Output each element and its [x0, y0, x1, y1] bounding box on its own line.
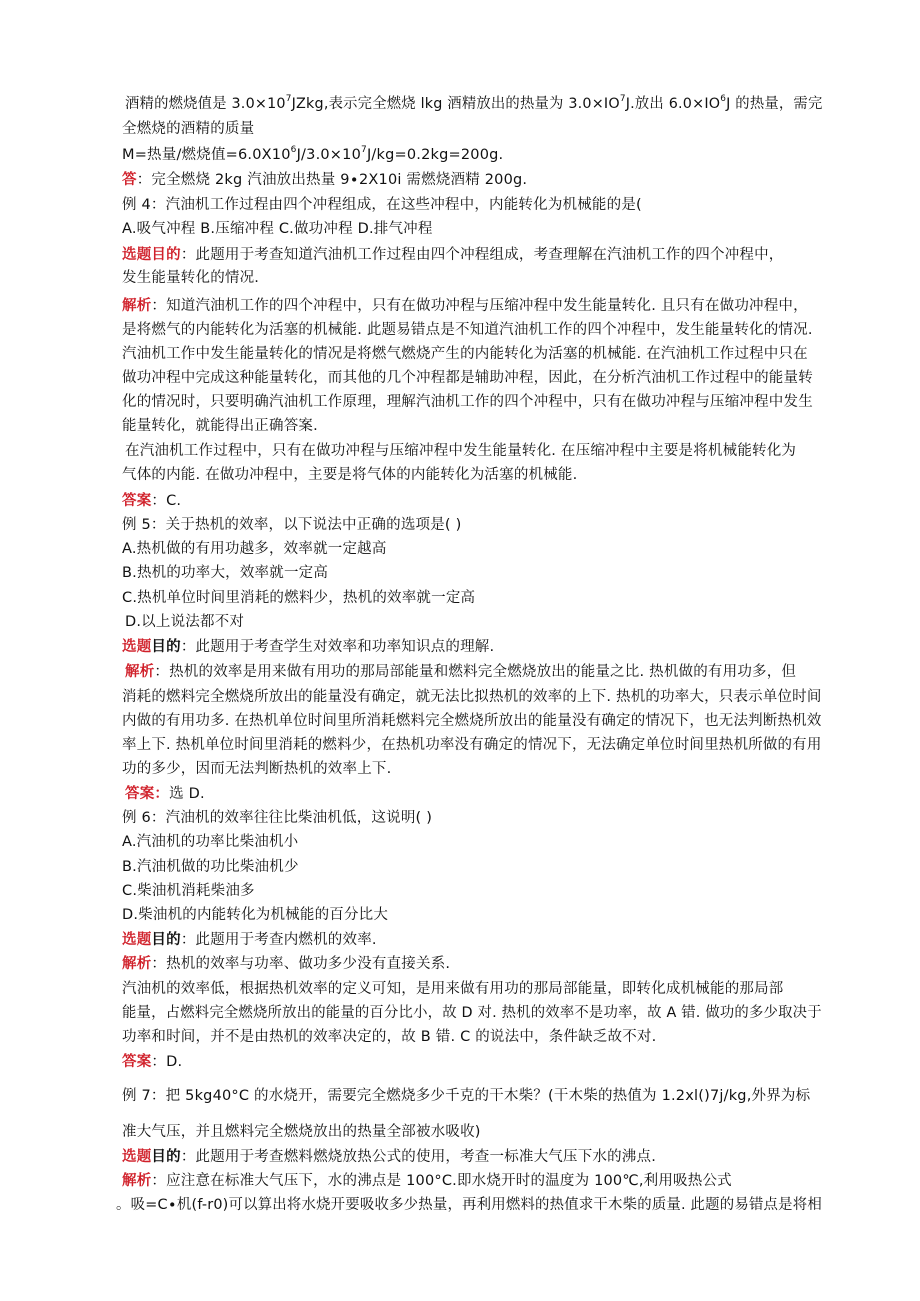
text-run: B.汽油机做的功比柴油机少	[122, 859, 299, 875]
text-run: J∕kg=0.2kg=200g.	[366, 147, 504, 163]
text-line	[122, 465, 577, 485]
text-run: A.热机做的有用功越多，效率就一定越高	[122, 541, 387, 557]
section-label: 解析	[122, 1173, 152, 1189]
text-run: B.热机的功率大，效率就一定高	[122, 565, 329, 581]
text-run: 例 7：把 5kg40°C 的水烧开，需要完全燃烧多少千克的干木柴？(干木柴的热值为 1.2xl()7j∕kg,外界为标	[122, 1088, 811, 1104]
text-run: 气体的内能. 在做功冲程中，主要是将气体的内能转化为活塞的机械能.	[122, 467, 578, 483]
text-line	[122, 1027, 656, 1047]
text-line	[122, 268, 259, 288]
superscript: 7	[285, 94, 292, 105]
text-line	[122, 1171, 732, 1191]
section-label: 答案：	[125, 786, 170, 802]
text-line	[122, 735, 822, 755]
text-line	[122, 491, 181, 511]
text-line	[122, 930, 377, 950]
text-run: 做功冲程中完成这种能量转化，而其他的几个冲程都是辅助冲程，因此，在分析汽油机工作过程中的能量转	[122, 370, 813, 386]
text-run: ：完全燃烧 2kg 汽油放出热量 9∙2X10i 需燃烧酒精 200g.	[136, 172, 528, 188]
text-line	[122, 979, 784, 999]
text-run: 例 4：汽油机工作过程由四个冲程组成，在这些冲程中，内能转化为机械能的是(	[122, 197, 642, 213]
text-line	[122, 539, 387, 559]
text-line	[122, 119, 254, 139]
text-line	[122, 711, 822, 731]
text-line	[122, 392, 813, 412]
text-run: D.以上说法都不对	[125, 614, 245, 630]
text-run: J∕3.0×10	[296, 147, 361, 163]
text-run: A.汽油机的功率比柴油机小	[122, 834, 299, 850]
text-line	[122, 515, 461, 535]
text-run: 酒精的燃烧值是 3.0×10	[125, 96, 286, 112]
text-run: 功的多少，因而无法判断热机的效率上下.	[122, 761, 392, 777]
text-run: ：此题用于考查燃料燃烧放热公式的使用，考查一标准大气压下水的沸点.	[180, 1149, 657, 1165]
text-line	[122, 145, 503, 165]
text-line	[122, 344, 808, 364]
text-run: 能量转化，就能得出正确答案.	[122, 418, 318, 434]
text-run: 内做的有用功多. 在热机单位时间里所消耗燃料完全燃烧所放出的能量没有确定的情况下，也无法判断热机效	[122, 713, 822, 729]
text-line	[122, 759, 391, 779]
text-line	[122, 637, 494, 657]
section-label: 答案	[122, 493, 152, 509]
text-run: 例 6：汽油机的效率往往比柴油机低，这说明( )	[122, 810, 433, 826]
text-run: ：此题用于考查内燃机的效率.	[180, 932, 377, 948]
section-label: 解析	[125, 664, 155, 680]
superscript: 6	[290, 145, 297, 156]
text-run: 汽油机的效率低，根据热机效率的定义可知，是用来做有用功的那局部能量，即转化成机械能的那局部	[122, 981, 784, 997]
text-run: 发生能量转化的情况.	[122, 270, 260, 286]
text-line	[125, 94, 822, 114]
section-label: 解析	[122, 956, 152, 972]
text-line	[122, 416, 318, 436]
text-run: ：热机的效率与功率、做功多少没有直接关系.	[151, 956, 451, 972]
text-run: C.柴油机消耗柴油多	[122, 883, 255, 899]
text-run: A.吸气冲程 B.压缩冲程 C.做功冲程 D.排气冲程	[122, 221, 433, 237]
text-run: JZkg,表示完全燃烧 lkg 酒精放出的热量为 3.0×IO	[291, 96, 620, 112]
text-run: ：此题用于考查知道汽油机工作过程由四个冲程组成，考查理解在汽油机工作的四个冲程中，	[180, 247, 784, 263]
text-line	[122, 857, 299, 877]
text-line	[122, 1052, 182, 1072]
text-line	[122, 1003, 822, 1023]
text-run: 化的情况时，只要明确汽油机工作原理，理解汽油机工作的四个冲程中，只有在做功冲程与压缩冲程中发生	[122, 394, 813, 410]
text-run: C.热机单位时间里消耗的燃料少，热机的效率就一定高	[122, 590, 476, 606]
text-run: 能量，占燃料完全燃烧所放出的能量的百分比小，故 D 对. 热机的效率不是功率，故 A 错. 做功的多少取决于	[122, 1005, 822, 1021]
section-label: 选题目的	[122, 932, 181, 948]
text-run: 全燃烧的酒精的质量	[122, 121, 255, 137]
text-run: ：热机的效率是用来做有用功的那局部能量和燃料完全燃烧放出的能量之比. 热机做的有用功多，但	[154, 664, 797, 680]
text-run: 。吸=C∙机(f-r0)可以算出将水烧开要吸收多少热量，再利用燃料的热值求干木柴的质量. 此题的易错点是将相	[116, 1197, 822, 1213]
text-run: J 的热量，需完	[726, 96, 823, 112]
section-label: 选题目的	[122, 247, 181, 263]
text-run: 率上下. 热机单位时间里消耗的燃料少，在热机功率没有确定的情况下，无法确定单位时间里热机所做的有用	[122, 737, 822, 753]
superscript: 6	[720, 94, 727, 105]
text-line	[125, 441, 796, 461]
text-run: 消耗的燃料完全燃烧所放出的能量没有确定，就无法比拟热机的效率的上下. 热机的功率大，只表示单位时间	[122, 689, 822, 705]
text-line	[122, 881, 255, 901]
text-line	[122, 808, 432, 828]
text-line	[122, 245, 784, 265]
text-line	[122, 195, 642, 215]
text-run: 在汽油机工作过程中，只有在做功冲程与压缩冲程中发生能量转化. 在压缩冲程中主要是将机械能转化为	[125, 443, 797, 459]
text-line	[122, 588, 475, 608]
text-run: 是将燃气的内能转化为活塞的机械能. 此题易错点是不知道汽油机工作的四个冲程中，发生能量转化的情况.	[122, 322, 813, 338]
text-line	[122, 563, 328, 583]
text-line	[125, 784, 205, 804]
text-run: ：应注意在标准大气压下，水的沸点是 100°C.即水烧开时的温度为 100℃,利用吸热公式	[151, 1173, 732, 1189]
text-run: 选 D.	[169, 786, 205, 802]
text-run: ：C.	[151, 493, 182, 509]
section-label: 解析	[122, 298, 152, 314]
text-line	[125, 612, 244, 632]
text-line	[122, 296, 808, 316]
text-line	[122, 832, 298, 852]
text-line	[122, 954, 450, 974]
text-run: ：知道汽油机工作的四个冲程中，只有在做功冲程与压缩冲程中发生能量转化. 且只有在做功冲程中，	[151, 298, 808, 314]
text-run: ：此题用于考查学生对效率和功率知识点的理解.	[180, 639, 495, 655]
text-line	[122, 219, 433, 239]
text-line	[122, 687, 822, 707]
text-run: M=热量/燃烧值=6.0X10	[122, 147, 291, 163]
text-run: ：D.	[151, 1054, 183, 1070]
text-line	[122, 905, 388, 925]
text-line	[122, 1147, 656, 1167]
superscript: 7	[619, 94, 626, 105]
section-label: 答	[122, 172, 137, 188]
text-run: D.柴油机的内能转化为机械能的百分比大	[122, 907, 389, 923]
text-line	[122, 1122, 481, 1142]
section-label: 选题目的	[122, 1149, 181, 1165]
text-line	[122, 368, 813, 388]
text-line	[122, 320, 813, 340]
section-label: 选题目的	[122, 639, 181, 655]
text-run: 例 5：关于热机的效率，以下说法中正确的选项是( )	[122, 517, 462, 533]
section-label: 答案	[122, 1054, 152, 1070]
text-run: 功率和时间，并不是由热机的效率决定的，故 B 错. C 的说法中，条件缺乏故不对.	[122, 1029, 657, 1045]
text-run: J.放出 6.0×IO	[625, 96, 721, 112]
text-run: 准大气压，并且燃料完全燃烧放出的热量全部被水吸收)	[122, 1124, 481, 1140]
text-line	[122, 170, 527, 190]
text-line	[125, 662, 796, 682]
superscript: 7	[361, 145, 367, 156]
text-line	[122, 1086, 810, 1106]
text-run: 汽油机工作中发生能量转化的情况是将燃气燃烧产生的内能转化为活塞的机械能. 在汽油机工作过程中只在	[122, 346, 808, 362]
text-line	[116, 1195, 822, 1215]
